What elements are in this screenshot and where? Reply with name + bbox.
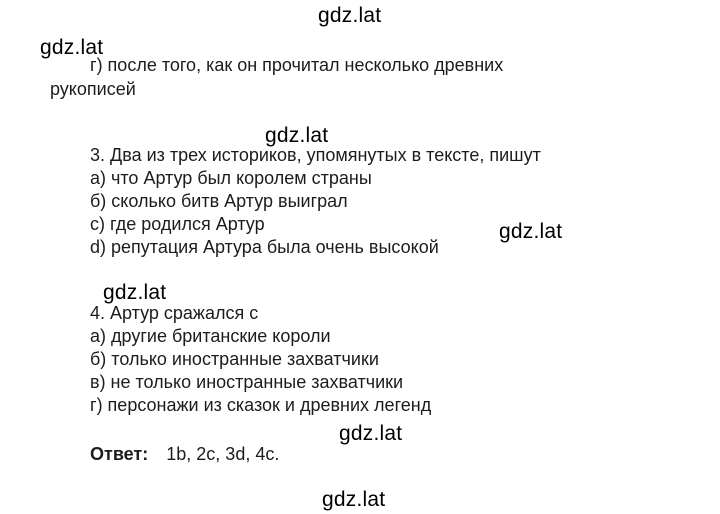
option-item: d) репутация Артура была очень высокой [90,237,439,257]
answer-line [90,443,279,466]
watermark: gdz.lat [322,488,386,511]
watermark: gdz.lat [318,4,382,27]
answer-value: 1b, 2c, 3d, 4c. [166,444,280,464]
option-item: в) не только иностранные захватчики [90,372,404,392]
watermark: gdz.lat [265,124,329,147]
answer-label: Ответ: [90,444,149,464]
prev-option-line: г) после того, как он прочитал несколько древних [90,55,504,75]
watermark: gdz.lat [103,281,167,304]
option-item: б) только иностранные захватчики [90,349,379,369]
question-text: 4. Артур сражался с [90,303,259,323]
option-item: г) персонажи из сказок и древних легенд [90,395,432,415]
prev-option-line: рукописей [50,79,136,99]
watermark: gdz.lat [40,36,104,59]
option-item: а) другие британские короли [90,326,331,346]
watermark: gdz.lat [339,422,403,445]
watermark: gdz.lat [499,220,563,243]
option-item: б) сколько битв Артур выиграл [90,191,348,211]
question-text: 3. Два из трех историков, упомянутых в тексте, пишут [90,145,541,165]
option-item: а) что Артур был королем страны [90,168,372,188]
option-item: с) где родился Артур [90,214,265,234]
